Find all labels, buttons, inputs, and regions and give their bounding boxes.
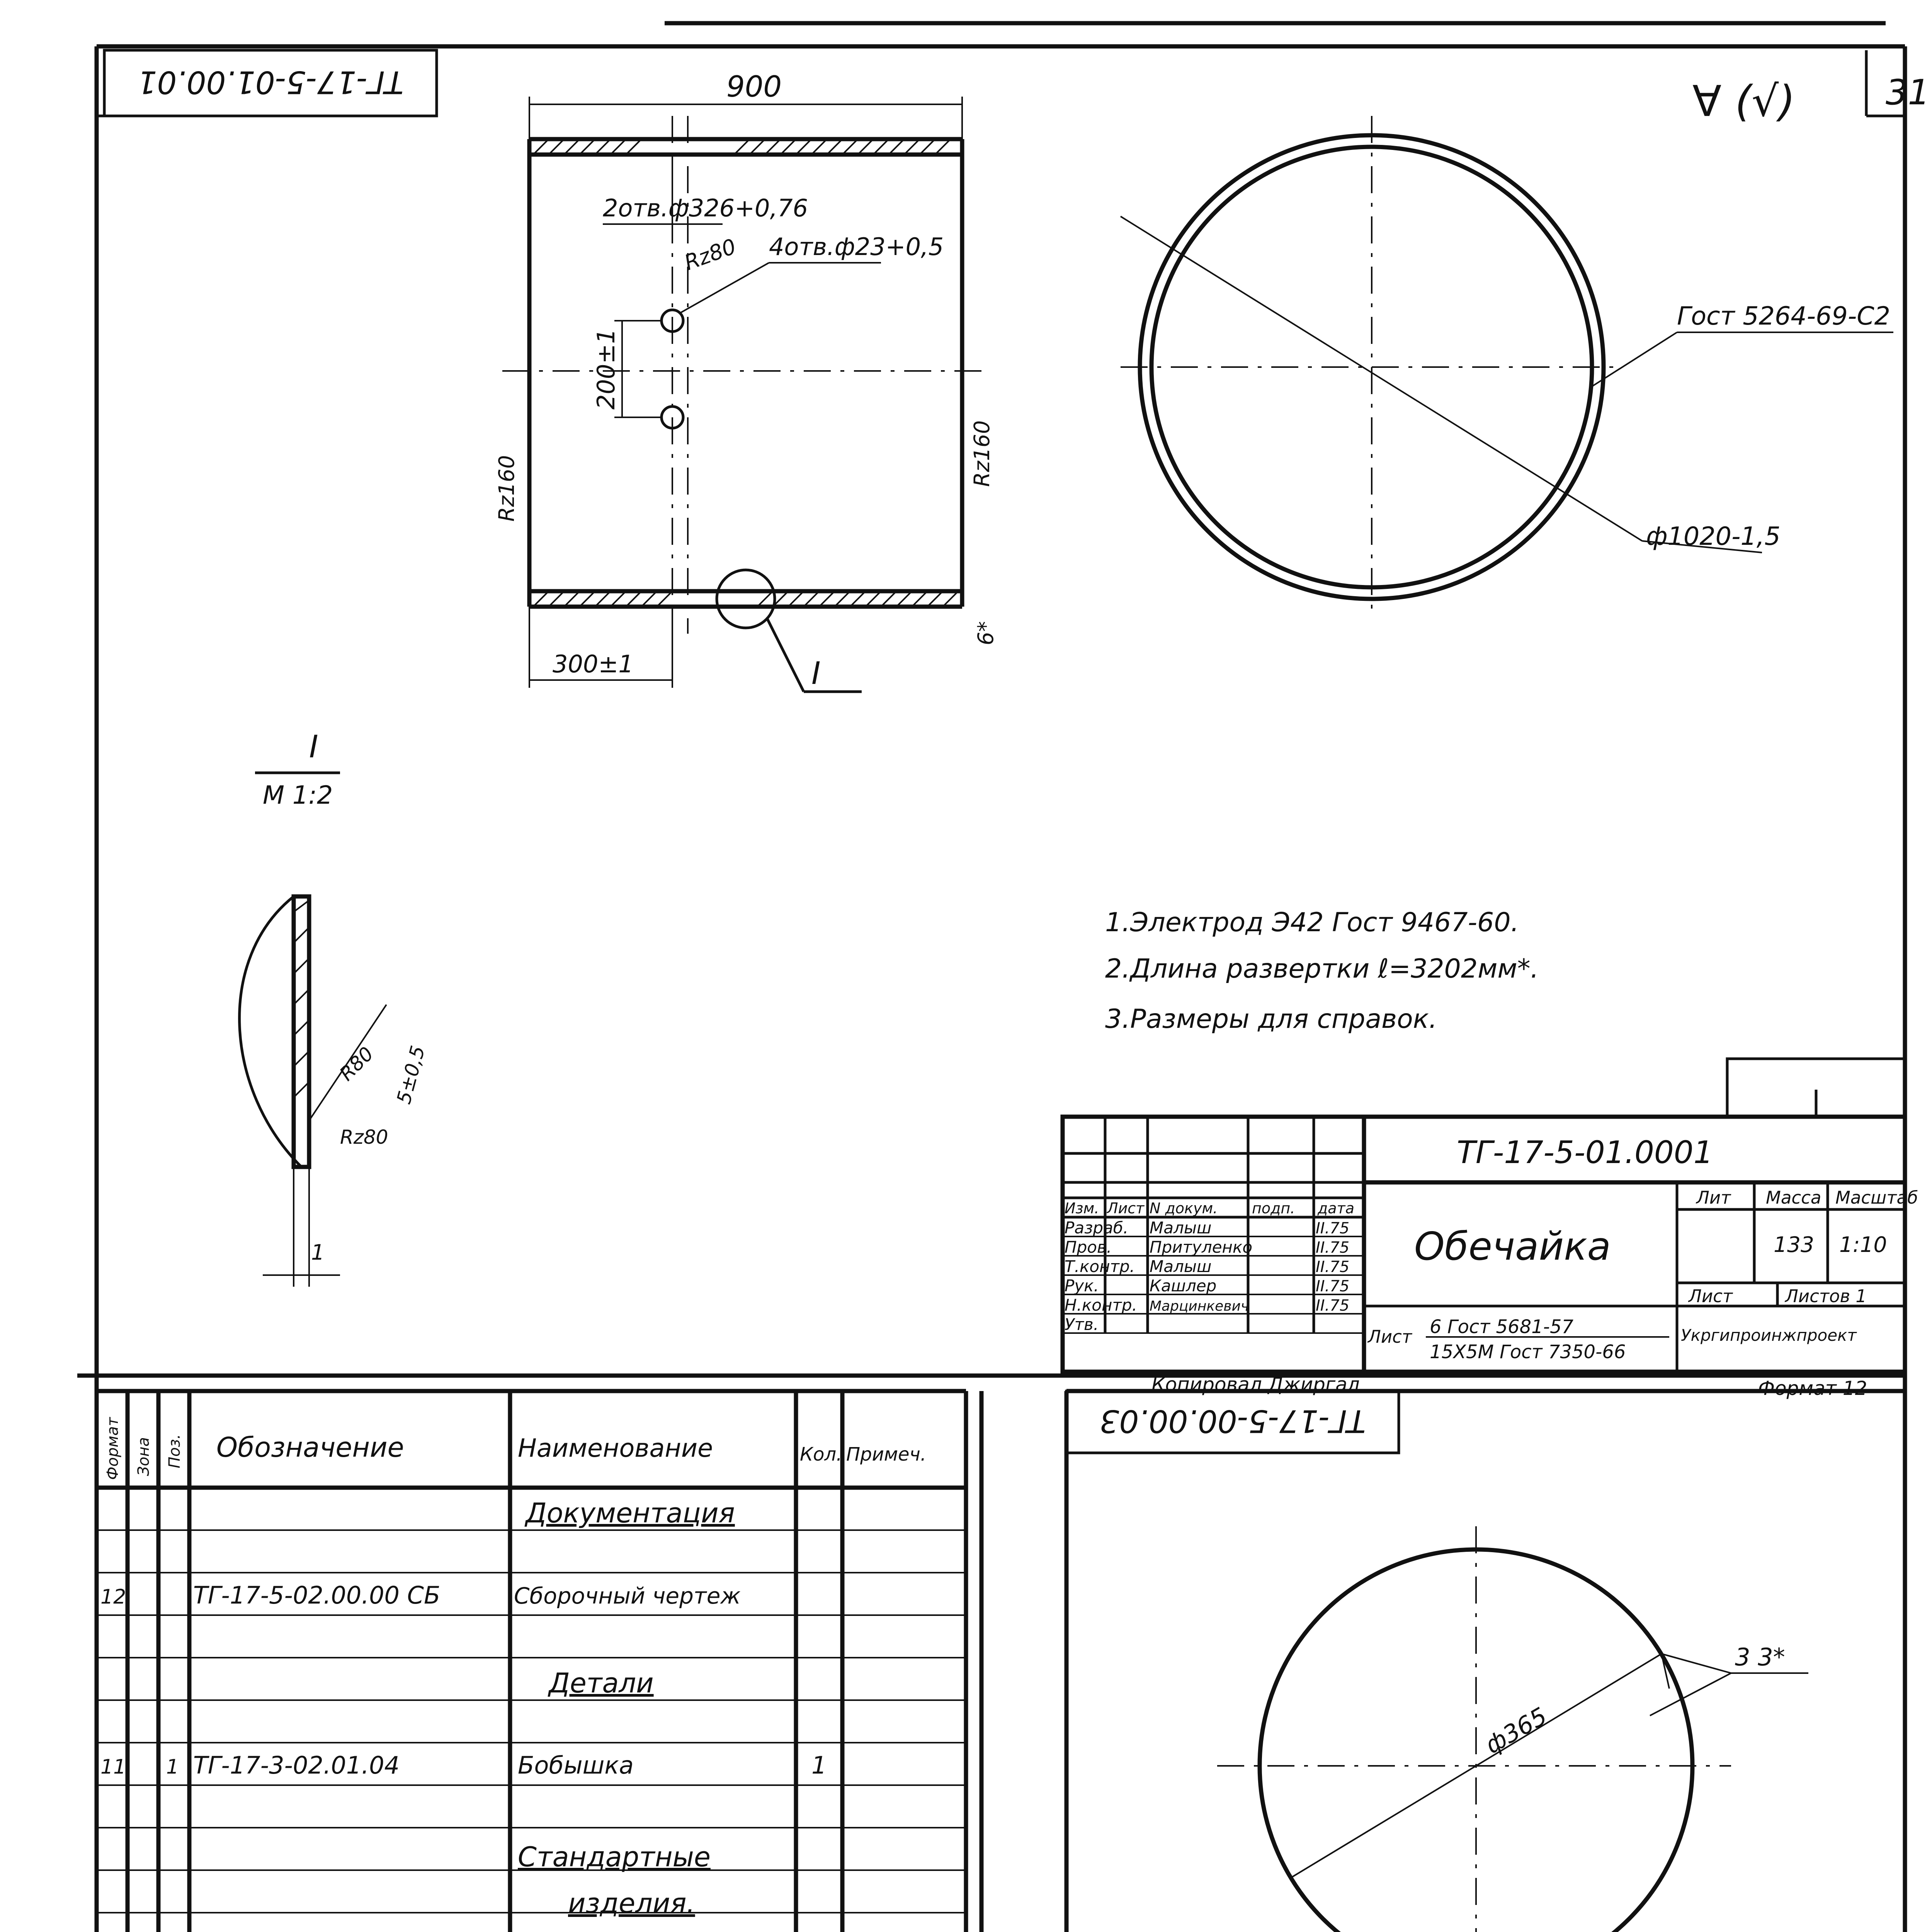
- spec-row-4-pos: 1: [166, 1755, 179, 1779]
- detail-dim-1: 1: [311, 1240, 325, 1265]
- spec-row-2-naim: Сборочный чертеж: [514, 1583, 741, 1609]
- top-name-4: Кашлер: [1150, 1276, 1217, 1295]
- spec-row-4-oboz: ТГ-17-3-02.01.04: [193, 1751, 400, 1779]
- top-head-list: Лист: [1107, 1200, 1145, 1217]
- top-head-podp: подп.: [1252, 1200, 1295, 1217]
- note-1: 1.Электрод Э42 Гост 9467-60.: [1105, 907, 1519, 938]
- spec-head-qty: Кол.: [800, 1444, 842, 1465]
- top-notes: [1105, 907, 1539, 1034]
- spec-head-naim: Наименование: [518, 1434, 713, 1463]
- page-frames: [77, 23, 1905, 1932]
- spec-row-4-naim: Бобышка: [518, 1751, 634, 1779]
- gasket-thickness: 3 3*: [1735, 1643, 1785, 1671]
- top-head-izm: Изм.: [1065, 1200, 1099, 1217]
- top-role-4: Рук.: [1065, 1276, 1099, 1295]
- top-name-5: Марцинкевич: [1150, 1298, 1249, 1314]
- top-masshtab: Масштаб: [1835, 1187, 1918, 1208]
- detail-scale: М 1:2: [263, 781, 333, 810]
- spec-row-2-fmt: 12: [100, 1585, 126, 1609]
- top-name-1: Малыш: [1150, 1218, 1212, 1237]
- top-role-1: Разраб.: [1065, 1218, 1129, 1237]
- dim-200: 200±1: [592, 328, 620, 410]
- spec-row-6-naim: изделия.: [568, 1888, 695, 1919]
- spec-row-2-oboz: ТГ-17-5-02.00.00 СБ: [193, 1581, 440, 1609]
- detail-r80: R80: [335, 1042, 378, 1085]
- spec-row-5-naim: Стандартные: [518, 1841, 711, 1873]
- top-copied: Копировал Джиргал: [1151, 1373, 1360, 1396]
- note-3: 3.Размеры для справок.: [1105, 1004, 1437, 1034]
- top-mass-val: 133: [1774, 1232, 1814, 1257]
- top-listov-label: Листов 1: [1785, 1286, 1867, 1306]
- top-material-1: 6 Гост 5681-57: [1430, 1316, 1574, 1338]
- spec-row-4-qty: 1: [811, 1751, 827, 1779]
- top-head-data: дата: [1318, 1200, 1354, 1217]
- top-date-3: II.75: [1316, 1258, 1350, 1276]
- rz80-surface: Rz80: [681, 234, 740, 276]
- spec-sheet: [81, 1391, 966, 1932]
- callout-label-I: I: [811, 655, 821, 691]
- top-date-5: II.75: [1316, 1297, 1350, 1315]
- top-lit: Лит: [1696, 1187, 1731, 1208]
- gasket-code-stamp: ТГ-17-5-00.00.03: [1099, 1403, 1366, 1439]
- shell-diameter: ф1020-1,5: [1646, 522, 1781, 551]
- top-material-list: Лист: [1368, 1327, 1412, 1347]
- spec-row-4-fmt: 11: [100, 1755, 126, 1779]
- detail-I: [240, 729, 430, 1287]
- detail-rz80: Rz80: [340, 1126, 388, 1148]
- spec-head-format: Формат: [104, 1417, 122, 1480]
- top-massa: Масса: [1766, 1187, 1821, 1208]
- spec-head-oboz: Обозначение: [216, 1432, 404, 1463]
- weld-gost: Гост 5264-69-С2: [1677, 302, 1891, 331]
- dim-holes-4: 4отв.ф23+0,5: [769, 233, 944, 261]
- rz160-left: Rz160: [494, 455, 519, 522]
- roughness-symbol: ∀ (√): [1692, 77, 1796, 126]
- spec-head-prim: Примеч.: [846, 1444, 927, 1465]
- spec-head-zona: Зона: [135, 1437, 153, 1476]
- top-title-block: [1063, 1059, 1918, 1400]
- top-date-2: II.75: [1316, 1239, 1350, 1257]
- top-role-2: Пров.: [1065, 1238, 1112, 1257]
- top-name-2: Притуленко: [1150, 1238, 1253, 1257]
- top-material-2: 15Х5М Гост 7350-66: [1430, 1341, 1626, 1363]
- top-format: Формат 12: [1758, 1377, 1867, 1400]
- gasket-view: [1217, 1526, 1808, 1932]
- detail-5: 5±0,5: [392, 1043, 430, 1107]
- gasket-diameter: ф365: [1480, 1702, 1552, 1759]
- shell-end-view: [1121, 116, 1893, 618]
- top-name-3: Малыш: [1150, 1257, 1212, 1276]
- top-scale-val: 1:10: [1839, 1232, 1887, 1257]
- top-title-name: Обечайка: [1414, 1224, 1611, 1269]
- gasket-sheet: [1005, 1391, 1918, 1932]
- top-head-ndok: N докум.: [1150, 1200, 1218, 1217]
- top-code-stamp: ТГ-17-5-01.00.01: [137, 64, 404, 100]
- dim-6: 6*: [973, 621, 998, 645]
- spec-row-3-naim: Детали: [549, 1667, 654, 1699]
- top-title-code: ТГ-17-5-01.0001: [1457, 1134, 1713, 1170]
- rz160-right: Rz160: [969, 420, 994, 487]
- top-list-label: Лист: [1689, 1286, 1733, 1306]
- spec-row-1-naim: Документация: [526, 1497, 735, 1529]
- dim-length: 900: [726, 70, 782, 104]
- top-role-3: Т.контр.: [1065, 1257, 1135, 1276]
- note-2: 2.Длина развертки ℓ=3202мм*.: [1105, 954, 1539, 984]
- dim-300: 300±1: [553, 650, 634, 678]
- top-sheet-number: 31: [1886, 72, 1930, 113]
- detail-label: I: [309, 729, 318, 765]
- top-role-5: Н.контр.: [1065, 1296, 1137, 1315]
- dim-holes-2: 2отв.ф326+0,76: [603, 194, 808, 222]
- top-role-6: Утв.: [1065, 1315, 1099, 1334]
- top-sheet: [97, 50, 1930, 1400]
- top-date-4: II.75: [1316, 1277, 1350, 1295]
- spec-head-poz: Поз.: [166, 1434, 184, 1468]
- top-org: Укргипроинжпроект: [1681, 1326, 1857, 1345]
- top-date-1: II.75: [1316, 1219, 1350, 1237]
